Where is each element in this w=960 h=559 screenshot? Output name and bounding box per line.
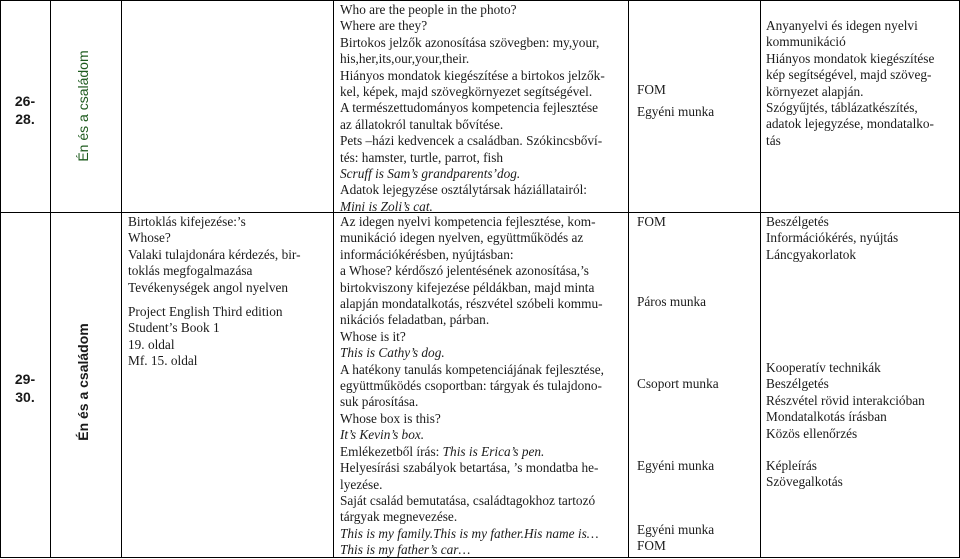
method-line: Információkérés, nyújtás — [766, 230, 899, 246]
content-line: a Whose? kérdőszó jelentésének azonosítása,’s — [340, 263, 589, 279]
work-form-block — [637, 458, 714, 474]
work-form-text: Egyéni munka — [637, 104, 715, 120]
content-line: birtokviszony kifejezése példákban, majd minta — [340, 279, 595, 295]
content-line: munikáció idegen nyelven, együttműködés az — [340, 230, 584, 246]
content-line: This is Cathy’s dog. — [340, 345, 445, 361]
method-line: Mondatalkotás írásban — [766, 409, 887, 425]
method-line: Beszélgetés — [766, 376, 829, 392]
method-line: Részvétel rövid interakcióban — [766, 392, 925, 408]
topic-line: toklás megfogalmazása — [128, 263, 253, 279]
content-line-prefix: Emlékezetből írás: — [340, 443, 443, 459]
topic-cell — [128, 214, 332, 370]
topic-line: Project English Third edition — [128, 304, 283, 320]
lesson-number — [5, 92, 45, 128]
content-line: Where are they? — [340, 18, 428, 34]
work-form-text: FOM — [637, 82, 666, 97]
method-line: Anyanyelvi és idegen nyelvi — [766, 18, 918, 33]
work-form-text: FOM — [637, 538, 666, 554]
col-divider — [628, 0, 629, 558]
work-form-text: Páros munka — [637, 294, 707, 309]
content-line: Adatok lejegyzése osztálytársak háziállatairól: — [340, 182, 587, 198]
method-line: Kooperatív technikák — [766, 360, 881, 375]
method-line: Szövegalkotás — [766, 474, 843, 490]
content-line: Hiányos mondatok kiegészítése a birtokos jelzők- — [340, 67, 605, 83]
method-line: környezet alapján. — [766, 83, 864, 99]
topic-line: Student’s Book 1 — [128, 320, 220, 336]
table-top-border — [0, 0, 960, 1]
content-line: Pets –házi kedvencek a családban. Szókincsbőví- — [340, 133, 603, 149]
work-form-block — [637, 294, 706, 310]
content-line: It’s Kevin’s box. — [340, 427, 425, 443]
topic-line: Mf. 15. oldal — [128, 353, 198, 369]
method-cell — [766, 18, 956, 149]
content-line: Who are the people in the photo? — [340, 2, 517, 17]
method-line: adatok lejegyzése, mondatalko- — [766, 116, 934, 132]
content-cell — [340, 214, 626, 559]
content-line: Scruff is Sam’s grandparents’dog. — [340, 166, 521, 182]
method-block — [766, 458, 956, 491]
content-line: This is my family.This is my father.His name is… — [340, 525, 599, 541]
content-line: lyezése. — [340, 476, 383, 492]
work-form-block — [637, 522, 714, 555]
content-line: Helyesírási szabályok betartása, ’s mondatba he- — [340, 460, 599, 476]
work-form-text: Egyéni munka — [637, 522, 715, 537]
content-line: Mini is Zoli’s cat. — [340, 198, 433, 214]
content-line: tés: hamster, turtle, parrot, fish — [340, 149, 504, 165]
content-line: This is my father’s car… — [340, 542, 471, 558]
content-line: nikációs feladatban, párban. — [340, 312, 490, 328]
method-line: Közös ellenőrzés — [766, 425, 858, 441]
work-form-text: Egyéni munka — [637, 458, 715, 473]
content-line: kel, képek, majd szövegkörnyezet segítségével. — [340, 84, 593, 100]
topic-line: Valaki tulajdonára kérdezés, bir- — [128, 246, 301, 262]
content-line: alapján mondatalkotás, részvétel szóbeli kommu- — [340, 296, 603, 312]
col-divider — [50, 0, 51, 558]
topic-line — [128, 296, 332, 304]
col-divider — [0, 0, 1, 558]
lesson-number — [5, 370, 45, 406]
content-line: tárgyak megnevezése. — [340, 509, 458, 525]
content-line: A hatékony tanulás kompetenciájának fejlesztése, — [340, 361, 604, 377]
theme-label — [75, 31, 95, 181]
content-line-example: This is Erica’s pen. — [442, 443, 545, 459]
content-cell — [340, 2, 626, 215]
content-line: Saját család bemutatása, családtagokhoz tartozó — [340, 492, 596, 508]
topic-line: 19. oldal — [128, 336, 175, 352]
method-line: Láncgyakorlatok — [766, 246, 857, 262]
col-divider — [333, 0, 334, 558]
content-line: Birtokos jelzők azonosítása szövegben: my,your, — [340, 34, 600, 50]
method-block — [766, 214, 956, 263]
topic-line: Whose? — [128, 230, 171, 246]
lesson-number-text: 29- 30. — [14, 371, 36, 405]
method-line: kommunikáció — [766, 34, 846, 50]
content-line: suk párosítása. — [340, 394, 419, 410]
content-line — [340, 444, 626, 460]
theme-text: Én és a családom — [75, 50, 91, 162]
content-line: Whose box is this? — [340, 410, 441, 426]
method-line: Szógyűjtés, táblázatkészítés, — [766, 100, 918, 116]
method-line: Képleírás — [766, 458, 817, 473]
theme-label — [75, 307, 95, 457]
topic-line: Tevékenységek angol nyelven — [128, 279, 289, 295]
topic-line: Birtoklás kifejezése:’s — [128, 214, 246, 229]
work-form-block — [637, 376, 719, 392]
work-form-cell — [637, 82, 757, 121]
content-line: his,her,its,our,your,their. — [340, 51, 470, 67]
content-line: Whose is it? — [340, 328, 406, 344]
method-block — [766, 360, 956, 442]
method-line: Hiányos mondatok kiegészítése — [766, 50, 935, 66]
content-line: információkérésben, nyújtásban: — [340, 246, 514, 262]
lesson-number-text: 26- 28. — [14, 93, 36, 127]
content-line: A természettudományos kompetencia fejlesztése — [340, 100, 599, 116]
work-form-text: FOM — [637, 214, 666, 229]
method-line: Beszélgetés — [766, 214, 829, 229]
content-line: az állatokról tanultak bővítése. — [340, 116, 504, 132]
col-divider — [121, 0, 122, 558]
col-divider — [760, 0, 761, 558]
work-form-block — [637, 214, 666, 230]
method-line: tás — [766, 132, 781, 148]
method-line: kép segítségével, majd szöveg- — [766, 67, 932, 83]
theme-text: Én és a családom — [75, 323, 91, 441]
work-form-text: Csoport munka — [637, 376, 719, 391]
content-line: együttműködés csoportban: tárgyak és tulajdono- — [340, 378, 602, 394]
content-line: Az idegen nyelvi kompetencia fejlesztése, kom- — [340, 214, 596, 229]
